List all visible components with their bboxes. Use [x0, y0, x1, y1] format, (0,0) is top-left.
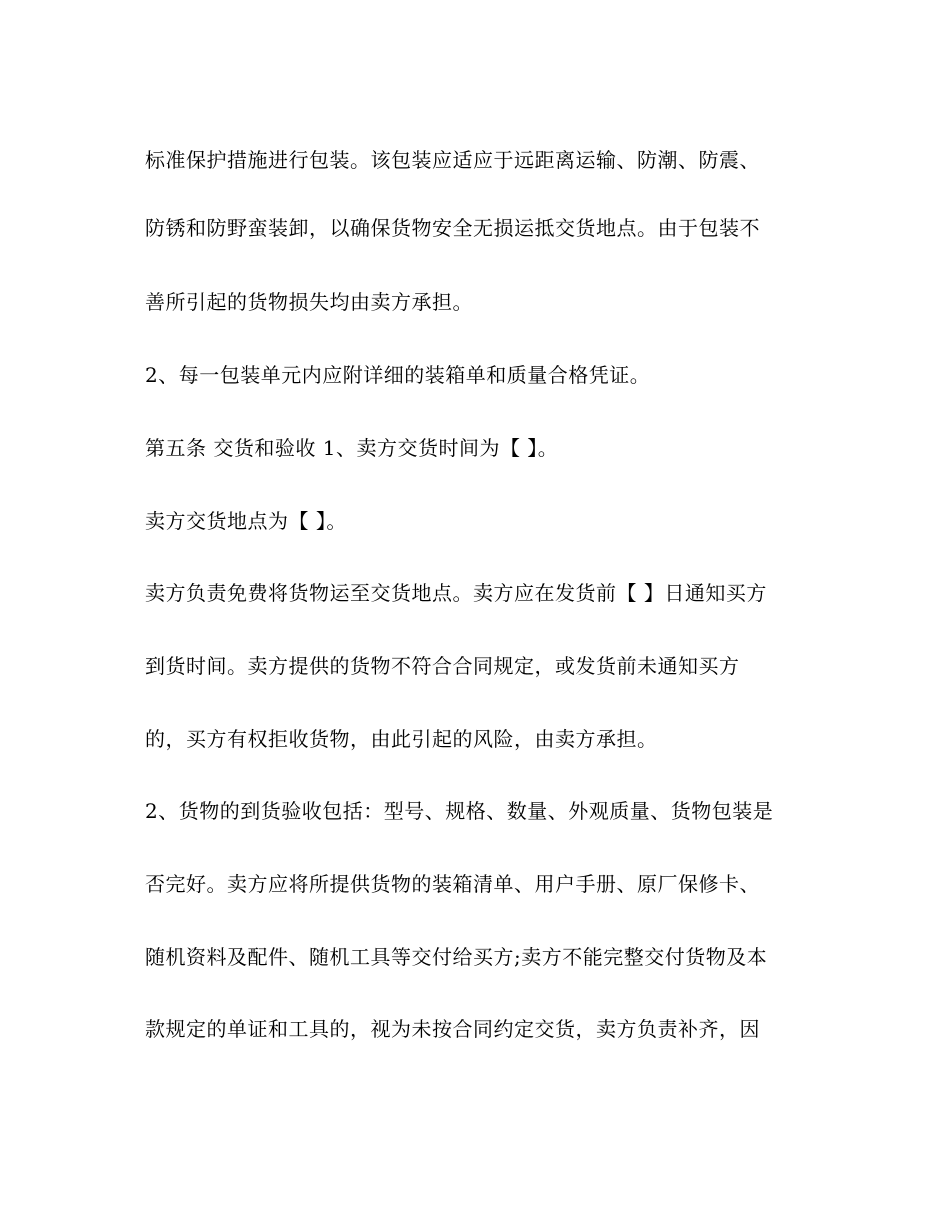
text-line: 第五条 交货和验收 1、卖方交货时间为【 】。 [145, 436, 559, 460]
text-line: 2、货物的到货验收包括：型号、规格、数量、外观质量、货物包装是 [145, 799, 774, 823]
text-line: 善所引起的货物损失均由卖方承担。 [145, 290, 473, 314]
text-line: 到货时间。卖方提供的货物不符合合同规定，或发货前未通知买方 [145, 654, 740, 678]
text-line: 的，买方有权拒收货物，由此引起的风险，由卖方承担。 [145, 727, 658, 751]
text-line: 否完好。卖方应将所提供货物的装箱清单、用户手册、原厂保修卡、 [145, 872, 760, 896]
text-line: 随机资料及配件、随机工具等交付给买方;卖方不能完整交付货物及本 [145, 945, 768, 969]
text-line: 卖方负责免费将货物运至交货地点。卖方应在发货前【 】日通知买方 [145, 581, 767, 605]
text-line: 防锈和防野蛮装卸，以确保货物安全无损运抵交货地点。由于包装不 [145, 216, 760, 240]
text-line: 2、每一包装单元内应附详细的装箱单和质量合格凭证。 [145, 363, 651, 387]
text-line: 卖方交货地点为【 】。 [145, 509, 347, 533]
text-line: 标准保护措施进行包装。该包装应适应于远距离运输、防潮、防震、 [145, 148, 760, 172]
text-line: 款规定的单证和工具的，视为未按合同约定交货，卖方负责补齐，因 [145, 1017, 760, 1041]
